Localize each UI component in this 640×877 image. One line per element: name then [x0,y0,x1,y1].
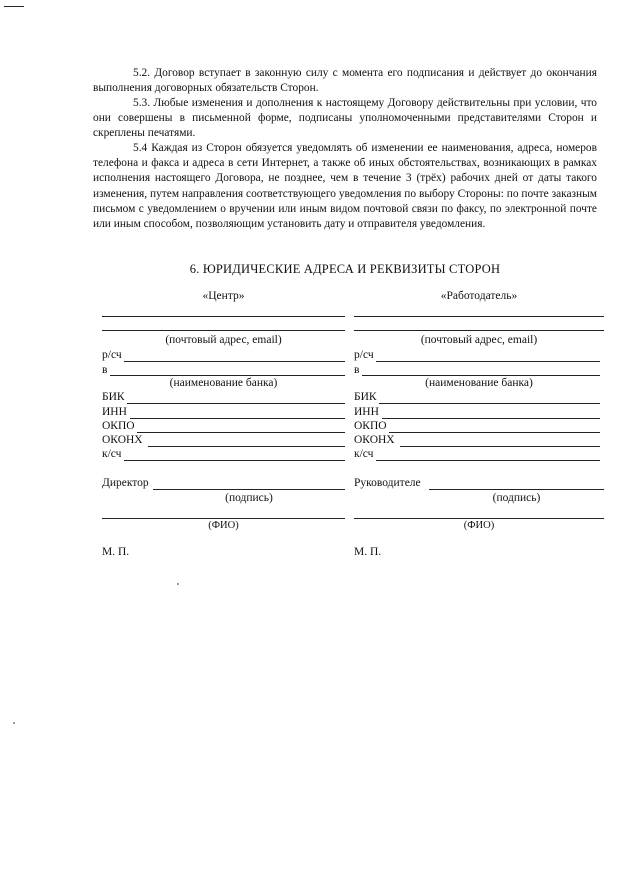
left-director-label: Директор [102,477,149,489]
right-okonh-field[interactable] [400,446,600,447]
right-stamp: М. П. [354,546,382,558]
section-title: 6. ЮРИДИЧЕСКИЕ АДРЕСА И РЕКВИЗИТЫ СТОРОН [189,262,501,276]
right-signature-caption: (подпись) [492,492,541,504]
right-bik-label: БИК [354,391,377,403]
clause-5-3: 5.3. Любые изменения и дополнения к настоящему Договору действительны при условии, что они совершены в письменной форме, подписаны уполномоченными представителями Сторон и скреплены печатями. [93,97,597,140]
right-inn-field[interactable] [382,418,600,419]
left-address-line[interactable] [102,330,345,331]
right-ks-field[interactable] [376,460,600,461]
right-party-title: «Работодатель» [440,290,518,302]
right-okonh-label: ОКОНХ [354,434,395,446]
right-bank-caption: (наименование банка) [425,377,533,389]
right-rs-label: р/сч [354,349,374,361]
right-signature-field[interactable] [429,489,604,490]
right-rs-field[interactable] [376,361,600,362]
scan-speck [13,722,15,724]
left-rs-field[interactable] [124,361,345,362]
left-bik-label: БИК [102,391,125,403]
left-okonh-label: ОКОНХ [102,434,143,446]
left-bik-field[interactable] [127,403,345,404]
right-name-line[interactable] [354,316,604,317]
right-director-label: Руководителе [354,477,421,489]
left-signature-caption: (подпись) [225,492,273,504]
right-postal-caption: (почтовый адрес, email) [420,334,538,346]
scan-speck [177,583,179,585]
right-bank-label: в [354,364,360,376]
clause-5-4: 5.4 Каждая из Сторон обязуется уведомлять об изменении ее наименования, адреса, номеров телефона и факса и адреса в сети Интернет, а также об иных обстоятельствах, возникающих в рамках исполнения настоящего Договора, не позднее, чем в течение 3 (трёх) рабочих дней от даты такого изменения, путем направления соответствующего уведомления по выбору Стороны: по почте заказным письмом с уведомлением о вручении или иным видом почтовой связи по факсу, по электронной почте или иным способом, позволяющим установить дату и отправителя уведомления. [93,142,597,231]
right-okpo-label: ОКПО [354,420,387,432]
left-signature-field[interactable] [153,489,345,490]
left-okonh-field[interactable] [148,446,345,447]
left-fio-caption: (ФИО) [208,520,239,531]
left-ks-label: к/сч [102,448,122,460]
right-fio-caption: (ФИО) [463,520,495,531]
left-inn-label: ИНН [102,406,127,418]
right-inn-label: ИНН [354,406,379,418]
right-address-line[interactable] [354,330,604,331]
left-party-title: «Центр» [202,290,245,302]
left-inn-field[interactable] [130,418,345,419]
left-okpo-field[interactable] [137,432,345,433]
right-bank-field[interactable] [362,375,600,376]
left-postal-caption: (почтовый адрес, email) [165,334,282,346]
right-okpo-field[interactable] [389,432,600,433]
left-okpo-label: ОКПО [102,420,135,432]
left-name-line[interactable] [102,316,345,317]
right-bik-field[interactable] [379,403,600,404]
left-stamp: М. П. [102,546,130,558]
left-bank-field[interactable] [110,375,345,376]
right-ks-label: к/сч [354,448,374,460]
left-bank-caption: (наименование банка) [169,377,278,389]
corner-mark [4,6,24,7]
left-bank-label: в [102,364,108,376]
left-rs-label: р/сч [102,349,122,361]
left-ks-field[interactable] [124,460,345,461]
clause-5-2: 5.2. Договор вступает в законную силу с момента его подписания и действует до окончания выполнения договорных обязательств Сторон. [93,67,597,95]
